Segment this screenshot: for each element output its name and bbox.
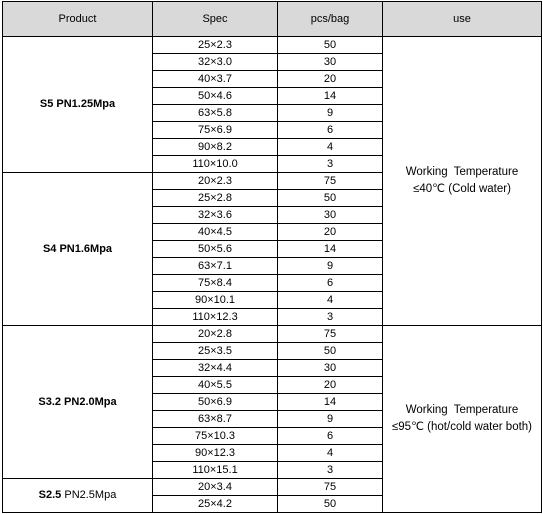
- pcs-cell: 4: [278, 292, 383, 309]
- pcs-cell: 30: [278, 360, 383, 377]
- spec-cell: 50×6.9: [153, 394, 278, 411]
- spec-cell: 75×6.9: [153, 122, 278, 139]
- product-cell: [3, 479, 153, 513]
- pcs-cell: 14: [278, 88, 383, 105]
- spec-cell: 20×2.8: [153, 326, 278, 343]
- pcs-cell: 30: [278, 54, 383, 71]
- spec-cell: 50×5.6: [153, 241, 278, 258]
- spec-cell: 63×5.8: [153, 105, 278, 122]
- pcs-cell: 3: [278, 309, 383, 326]
- pcs-cell: 50: [278, 37, 383, 54]
- pcs-cell: 9: [278, 411, 383, 428]
- pcs-cell: 4: [278, 139, 383, 156]
- use-line: Working Temperature: [405, 404, 519, 416]
- spec-cell: 32×4.4: [153, 360, 278, 377]
- table-row: [3, 326, 542, 343]
- spec-cell: 75×10.3: [153, 428, 278, 445]
- pcs-cell: 50: [278, 190, 383, 207]
- spec-cell: 110×10.0: [153, 156, 278, 173]
- pcs-cell: 14: [278, 394, 383, 411]
- use-cell: [383, 37, 542, 326]
- pcs-cell: 3: [278, 462, 383, 479]
- spec-cell: 32×3.6: [153, 207, 278, 224]
- pcs-cell: 20: [278, 377, 383, 394]
- spec-cell: 110×15.1: [153, 462, 278, 479]
- spec-cell: 25×2.3: [153, 37, 278, 54]
- spec-cell: 20×3.4: [153, 479, 278, 496]
- spec-cell: 25×3.5: [153, 343, 278, 360]
- spec-cell: 63×8.7: [153, 411, 278, 428]
- use-line: ≤40℃ (Cold water): [413, 183, 511, 195]
- spec-cell: 90×10.1: [153, 292, 278, 309]
- pcs-cell: 20: [278, 224, 383, 241]
- product-cell: S4 PN1.6Mpa: [3, 173, 153, 326]
- pcs-cell: 6: [278, 122, 383, 139]
- pcs-cell: 30: [278, 207, 383, 224]
- spec-cell: 40×5.5: [153, 377, 278, 394]
- pcs-cell: 75: [278, 479, 383, 496]
- table-row: [3, 37, 542, 54]
- pcs-cell: 50: [278, 496, 383, 513]
- use-line: Working Temperature: [405, 166, 519, 178]
- spec-cell: 110×12.3: [153, 309, 278, 326]
- spec-cell: 90×8.2: [153, 139, 278, 156]
- table-header-row: [3, 2, 542, 37]
- use-cell: [383, 326, 542, 513]
- pcs-cell: 9: [278, 105, 383, 122]
- pcs-cell: 14: [278, 241, 383, 258]
- pcs-cell: 75: [278, 173, 383, 190]
- spec-cell: 32×3.0: [153, 54, 278, 71]
- product-cell: S5 PN1.25Mpa: [3, 37, 153, 173]
- pcs-cell: 6: [278, 275, 383, 292]
- product-series: S2.5: [38, 489, 62, 501]
- pcs-cell: 20: [278, 71, 383, 88]
- spec-cell: 40×3.7: [153, 71, 278, 88]
- header-use: use: [383, 2, 542, 37]
- product-cell: S3.2 PN2.0Mpa: [3, 326, 153, 479]
- pcs-cell: 9: [278, 258, 383, 275]
- pcs-cell: 3: [278, 156, 383, 173]
- pcs-cell: 50: [278, 343, 383, 360]
- spec-cell: 63×7.1: [153, 258, 278, 275]
- spec-cell: 90×12.3: [153, 445, 278, 462]
- spec-cell: 50×4.6: [153, 88, 278, 105]
- use-line: ≤95℃ (hot/cold water both): [391, 421, 533, 433]
- pcs-cell: 6: [278, 428, 383, 445]
- spec-cell: 20×2.3: [153, 173, 278, 190]
- spec-cell: 40×4.5: [153, 224, 278, 241]
- spec-cell: 75×8.4: [153, 275, 278, 292]
- spec-cell: 25×2.8: [153, 190, 278, 207]
- header-product: Product: [3, 2, 153, 37]
- header-pcs-per-bag: pcs/bag: [278, 2, 383, 37]
- spec-cell: 25×4.2: [153, 496, 278, 513]
- pcs-cell: 4: [278, 445, 383, 462]
- product-pressure: PN2.5Mpa: [61, 489, 117, 501]
- header-spec: Spec: [153, 2, 278, 37]
- pcs-cell: 75: [278, 326, 383, 343]
- product-spec-table: [2, 1, 542, 513]
